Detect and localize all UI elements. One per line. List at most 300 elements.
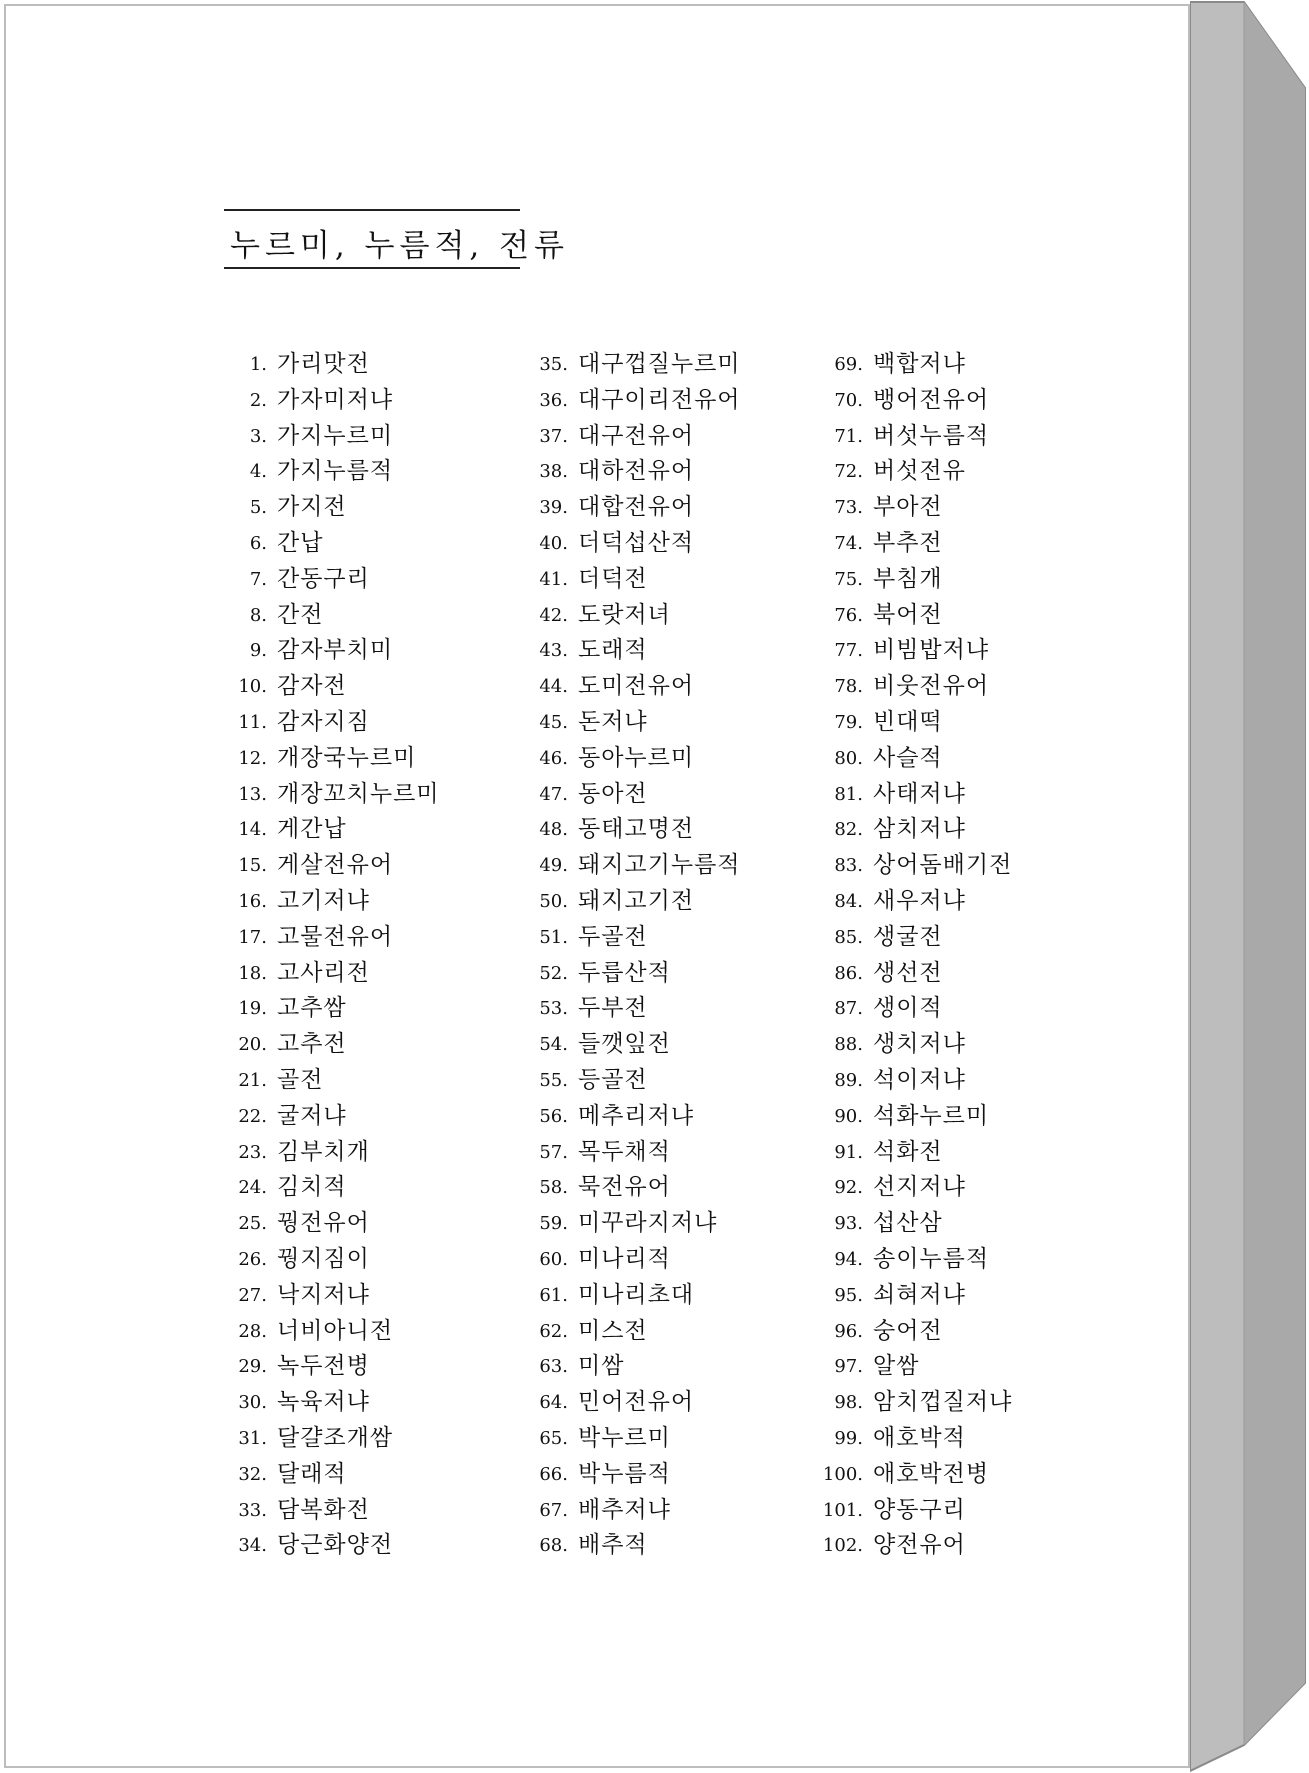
item-name: 섭산삼 xyxy=(873,1210,943,1237)
item-number: 49. xyxy=(539,855,568,877)
list-item xyxy=(526,848,816,884)
list-item xyxy=(818,741,1108,777)
item-number: 24. xyxy=(238,1177,267,1199)
list-item xyxy=(225,777,515,813)
item-number: 5. xyxy=(249,497,267,519)
item-name: 미꾸라지저냐 xyxy=(578,1210,718,1237)
item-number: 52. xyxy=(539,962,568,984)
item-name: 꿩전유어 xyxy=(277,1210,370,1237)
item-number: 8. xyxy=(249,604,267,626)
list-item xyxy=(526,1242,816,1278)
item-number: 35. xyxy=(539,354,568,375)
item-name: 돼지고기전 xyxy=(578,887,695,914)
list-item xyxy=(526,1099,816,1135)
item-name: 사태저냐 xyxy=(873,780,966,807)
list-item xyxy=(818,419,1108,455)
list-item xyxy=(526,1278,816,1314)
item-name: 너비아니전 xyxy=(277,1317,394,1344)
list-item xyxy=(225,956,515,992)
item-name: 사슬적 xyxy=(873,744,943,771)
item-number: 76. xyxy=(834,604,863,626)
item-name: 백합저냐 xyxy=(873,351,966,377)
item-number: 3. xyxy=(249,425,267,447)
item-number: 44. xyxy=(539,676,568,698)
item-number: 78. xyxy=(834,676,863,698)
list-item xyxy=(818,812,1108,848)
list-item xyxy=(818,1528,1108,1564)
item-number: 68. xyxy=(539,1535,568,1557)
list-item xyxy=(225,1457,515,1493)
list-item xyxy=(526,920,816,956)
item-number: 94. xyxy=(834,1248,863,1270)
item-number: 33. xyxy=(238,1499,267,1521)
item-name: 배추적 xyxy=(578,1532,648,1559)
recipe-column-1 xyxy=(225,347,515,1564)
item-name: 달걀조개쌈 xyxy=(277,1424,394,1451)
item-name: 애호박적 xyxy=(873,1424,966,1451)
item-number: 97. xyxy=(834,1356,863,1378)
item-name: 간동구리 xyxy=(277,565,370,592)
item-name: 뱅어전유어 xyxy=(873,386,990,413)
item-number: 36. xyxy=(539,389,568,411)
item-number: 25. xyxy=(238,1213,267,1235)
item-name: 석화전 xyxy=(873,1138,943,1165)
item-name: 도미전유어 xyxy=(578,673,695,700)
list-item xyxy=(526,705,816,741)
item-name: 빈대떡 xyxy=(873,708,943,735)
list-item xyxy=(225,383,515,419)
item-number: 93. xyxy=(834,1213,863,1235)
item-number: 17. xyxy=(238,926,267,948)
item-name: 생치저냐 xyxy=(873,1031,966,1058)
item-number: 12. xyxy=(238,747,267,769)
item-number: 77. xyxy=(834,640,863,662)
list-item xyxy=(526,490,816,526)
list-item xyxy=(818,383,1108,419)
item-name: 쇠혀저냐 xyxy=(873,1281,966,1308)
list-item xyxy=(225,848,515,884)
item-number: 53. xyxy=(539,998,568,1020)
item-name: 개장꼬치누르미 xyxy=(277,780,440,807)
item-name: 부침개 xyxy=(873,565,943,592)
list-item xyxy=(225,741,515,777)
list-item xyxy=(225,454,515,490)
item-name: 간전 xyxy=(277,601,324,628)
item-number: 16. xyxy=(238,890,267,912)
list-item xyxy=(225,1493,515,1529)
item-number: 22. xyxy=(238,1105,267,1127)
item-name: 비웃전유어 xyxy=(873,673,990,700)
list-item xyxy=(225,1349,515,1385)
item-number: 18. xyxy=(238,962,267,984)
item-number: 6. xyxy=(249,532,267,554)
list-item xyxy=(818,1135,1108,1171)
item-number: 47. xyxy=(539,783,568,805)
item-number: 63. xyxy=(539,1356,568,1378)
item-name: 양전유어 xyxy=(873,1532,966,1559)
list-item xyxy=(526,1349,816,1385)
list-item xyxy=(526,633,816,669)
item-number: 56. xyxy=(539,1105,568,1127)
list-item xyxy=(225,920,515,956)
list-item xyxy=(818,669,1108,705)
list-item xyxy=(526,1206,816,1242)
list-item xyxy=(818,848,1108,884)
list-item xyxy=(225,419,515,455)
item-name: 간납 xyxy=(277,529,324,556)
item-number: 59. xyxy=(539,1213,568,1235)
item-number: 20. xyxy=(238,1034,267,1056)
item-number: 15. xyxy=(238,855,267,877)
list-item xyxy=(526,1314,816,1350)
item-name: 민어전유어 xyxy=(578,1389,695,1416)
list-item xyxy=(526,562,816,598)
item-name: 가리맛전 xyxy=(277,351,370,377)
item-name: 새우저냐 xyxy=(873,887,966,914)
item-name: 담복화전 xyxy=(277,1496,370,1523)
item-number: 30. xyxy=(238,1392,267,1414)
item-number: 71. xyxy=(834,425,863,447)
list-item xyxy=(526,598,816,634)
list-item xyxy=(818,1457,1108,1493)
item-name: 상어돔배기전 xyxy=(873,852,1013,879)
item-name: 개장국누르미 xyxy=(277,744,417,771)
item-name: 버섯전유 xyxy=(873,458,966,485)
list-item xyxy=(526,1421,816,1457)
recipe-column-2 xyxy=(526,347,816,1564)
list-item xyxy=(526,454,816,490)
item-number: 87. xyxy=(834,998,863,1020)
list-item xyxy=(526,383,816,419)
item-name: 애호박전병 xyxy=(873,1460,990,1487)
list-item xyxy=(818,920,1108,956)
item-number: 102. xyxy=(822,1535,863,1557)
item-number: 74. xyxy=(834,532,863,554)
list-item xyxy=(818,956,1108,992)
item-name: 알쌈 xyxy=(873,1353,920,1380)
item-name: 생이적 xyxy=(873,995,943,1022)
list-item xyxy=(818,1278,1108,1314)
list-item xyxy=(526,812,816,848)
list-item xyxy=(225,1206,515,1242)
list-item xyxy=(818,598,1108,634)
item-name: 대구이리전유어 xyxy=(578,386,741,413)
list-item xyxy=(818,1349,1108,1385)
item-number: 80. xyxy=(834,747,863,769)
item-number: 10. xyxy=(238,676,267,698)
item-number: 88. xyxy=(834,1034,863,1056)
item-number: 92. xyxy=(834,1177,863,1199)
item-name: 도랏저녀 xyxy=(578,601,671,628)
list-item xyxy=(225,1528,515,1564)
item-name: 생선전 xyxy=(873,959,943,986)
item-number: 90. xyxy=(834,1105,863,1127)
list-item xyxy=(526,669,816,705)
item-number: 27. xyxy=(238,1284,267,1306)
item-name: 달래적 xyxy=(277,1460,347,1487)
list-item xyxy=(818,1170,1108,1206)
list-item xyxy=(526,884,816,920)
list-item xyxy=(526,347,816,383)
list-item xyxy=(225,633,515,669)
item-number: 96. xyxy=(834,1320,863,1342)
list-item xyxy=(818,526,1108,562)
list-item xyxy=(818,454,1108,490)
list-item xyxy=(818,1385,1108,1421)
item-number: 9. xyxy=(249,640,267,662)
item-number: 64. xyxy=(539,1392,568,1414)
item-name: 꿩지짐이 xyxy=(277,1245,370,1272)
list-item xyxy=(818,1314,1108,1350)
list-item xyxy=(526,1027,816,1063)
item-number: 58. xyxy=(539,1177,568,1199)
list-item xyxy=(225,347,515,383)
item-name: 동아전 xyxy=(578,780,648,807)
item-name: 박누름적 xyxy=(578,1460,671,1487)
item-name: 미나리초대 xyxy=(578,1281,695,1308)
list-item xyxy=(225,526,515,562)
item-number: 21. xyxy=(238,1069,267,1091)
item-number: 91. xyxy=(834,1141,863,1163)
item-name: 게살전유어 xyxy=(277,852,394,879)
item-number: 84. xyxy=(834,890,863,912)
item-number: 7. xyxy=(249,568,267,590)
item-name: 게간납 xyxy=(277,816,347,843)
list-item xyxy=(225,1278,515,1314)
list-item xyxy=(526,777,816,813)
item-number: 60. xyxy=(539,1248,568,1270)
item-name: 박누르미 xyxy=(578,1424,671,1451)
item-number: 39. xyxy=(539,497,568,519)
section-title: 누르미, 누름적, 전류 xyxy=(230,228,569,264)
item-name: 배추저냐 xyxy=(578,1496,671,1523)
item-number: 82. xyxy=(834,819,863,841)
list-item xyxy=(526,1493,816,1529)
item-name: 대구껍질누르미 xyxy=(578,351,741,377)
list-item xyxy=(225,1099,515,1135)
item-number: 67. xyxy=(539,1499,568,1521)
item-number: 26. xyxy=(238,1248,267,1270)
item-name: 대하전유어 xyxy=(578,458,695,485)
list-item xyxy=(818,1421,1108,1457)
list-item xyxy=(818,991,1108,1027)
item-name: 암치껍질저냐 xyxy=(873,1389,1013,1416)
list-item xyxy=(818,884,1108,920)
item-name: 가자미저냐 xyxy=(277,386,394,413)
item-number: 29. xyxy=(238,1356,267,1378)
list-item xyxy=(225,884,515,920)
item-number: 81. xyxy=(834,783,863,805)
item-number: 62. xyxy=(539,1320,568,1342)
item-number: 23. xyxy=(238,1141,267,1163)
list-item xyxy=(818,633,1108,669)
list-item xyxy=(526,1063,816,1099)
item-name: 두부전 xyxy=(578,995,648,1022)
item-name: 선지저냐 xyxy=(873,1174,966,1201)
item-name: 고사리전 xyxy=(277,959,370,986)
list-item xyxy=(818,1099,1108,1135)
list-item xyxy=(818,705,1108,741)
item-number: 70. xyxy=(834,389,863,411)
item-number: 86. xyxy=(834,962,863,984)
item-name: 대구전유어 xyxy=(578,422,695,449)
list-item xyxy=(225,598,515,634)
list-item xyxy=(225,1242,515,1278)
item-number: 79. xyxy=(834,711,863,733)
item-name: 부추전 xyxy=(873,529,943,556)
list-item xyxy=(225,1027,515,1063)
item-number: 69. xyxy=(834,354,863,375)
item-number: 34. xyxy=(238,1535,267,1557)
item-name: 미스전 xyxy=(578,1317,648,1344)
item-name: 메추리저냐 xyxy=(578,1102,695,1129)
item-number: 40. xyxy=(539,532,568,554)
item-name: 고추쌈 xyxy=(277,995,347,1022)
item-number: 61. xyxy=(539,1284,568,1306)
list-item xyxy=(225,1314,515,1350)
item-name: 석이저냐 xyxy=(873,1066,966,1093)
list-item xyxy=(526,1170,816,1206)
list-item xyxy=(225,1170,515,1206)
item-number: 55. xyxy=(539,1069,568,1091)
item-name: 미나리적 xyxy=(578,1245,671,1272)
item-number: 11. xyxy=(238,711,267,733)
item-name: 돈저냐 xyxy=(578,708,648,735)
item-number: 1. xyxy=(249,354,267,375)
item-number: 4. xyxy=(249,461,267,483)
list-item xyxy=(818,1493,1108,1529)
item-number: 99. xyxy=(834,1427,863,1449)
list-item xyxy=(225,1063,515,1099)
item-number: 65. xyxy=(539,1427,568,1449)
item-name: 녹육저냐 xyxy=(277,1389,370,1416)
item-name: 가지누름적 xyxy=(277,458,394,485)
item-name: 돼지고기누름적 xyxy=(578,852,741,879)
item-number: 72. xyxy=(834,461,863,483)
item-name: 대합전유어 xyxy=(578,494,695,521)
item-number: 50. xyxy=(539,890,568,912)
item-name: 비빔밥저냐 xyxy=(873,637,990,664)
item-name: 묵전유어 xyxy=(578,1174,671,1201)
list-item xyxy=(526,526,816,562)
list-item xyxy=(225,705,515,741)
item-name: 들깻잎전 xyxy=(578,1031,671,1058)
item-number: 37. xyxy=(539,425,568,447)
list-item xyxy=(526,419,816,455)
item-name: 북어전 xyxy=(873,601,943,628)
item-number: 51. xyxy=(539,926,568,948)
item-number: 38. xyxy=(539,461,568,483)
list-item xyxy=(818,1242,1108,1278)
list-item xyxy=(818,1063,1108,1099)
list-item xyxy=(818,1206,1108,1242)
item-number: 73. xyxy=(834,497,863,519)
item-name: 골전 xyxy=(277,1066,324,1093)
list-item xyxy=(225,562,515,598)
list-item xyxy=(225,1421,515,1457)
list-item xyxy=(526,991,816,1027)
item-name: 숭어전 xyxy=(873,1317,943,1344)
item-name: 고기저냐 xyxy=(277,887,370,914)
item-name: 미쌈 xyxy=(578,1353,625,1380)
item-number: 14. xyxy=(238,819,267,841)
list-item xyxy=(526,956,816,992)
item-name: 등골전 xyxy=(578,1066,648,1093)
item-name: 동아누르미 xyxy=(578,744,695,771)
item-name: 동태고명전 xyxy=(578,816,695,843)
list-item xyxy=(225,1135,515,1171)
list-item xyxy=(818,347,1108,383)
item-name: 양동구리 xyxy=(873,1496,966,1523)
list-item xyxy=(225,812,515,848)
item-name: 삼치저냐 xyxy=(873,816,966,843)
item-name: 감자부치미 xyxy=(277,637,394,664)
list-item xyxy=(526,1457,816,1493)
item-name: 더덕전 xyxy=(578,565,648,592)
item-name: 낙지저냐 xyxy=(277,1281,370,1308)
item-number: 31. xyxy=(238,1427,267,1449)
item-number: 45. xyxy=(539,711,568,733)
item-number: 100. xyxy=(822,1463,863,1485)
item-number: 101. xyxy=(822,1499,863,1521)
item-name: 감자지짐 xyxy=(277,708,370,735)
item-name: 김치적 xyxy=(277,1174,347,1201)
item-name: 굴저냐 xyxy=(277,1102,347,1129)
item-number: 32. xyxy=(238,1463,267,1485)
item-name: 고물전유어 xyxy=(277,923,394,950)
item-number: 19. xyxy=(238,998,267,1020)
item-number: 66. xyxy=(539,1463,568,1485)
list-item xyxy=(225,991,515,1027)
item-number: 42. xyxy=(539,604,568,626)
item-name: 목두채적 xyxy=(578,1138,671,1165)
item-name: 감자전 xyxy=(277,673,347,700)
list-item xyxy=(225,1385,515,1421)
list-item xyxy=(818,1027,1108,1063)
item-number: 89. xyxy=(834,1069,863,1091)
item-number: 83. xyxy=(834,855,863,877)
item-name: 녹두전병 xyxy=(277,1353,370,1380)
item-name: 생굴전 xyxy=(873,923,943,950)
item-number: 57. xyxy=(539,1141,568,1163)
item-number: 46. xyxy=(539,747,568,769)
item-name: 도래적 xyxy=(578,637,648,664)
item-number: 85. xyxy=(834,926,863,948)
list-item xyxy=(225,490,515,526)
item-number: 54. xyxy=(539,1034,568,1056)
item-number: 48. xyxy=(539,819,568,841)
item-name: 김부치개 xyxy=(277,1138,370,1165)
item-name: 석화누르미 xyxy=(873,1102,990,1129)
list-item xyxy=(526,1135,816,1171)
item-name: 부아전 xyxy=(873,494,943,521)
item-name: 가지전 xyxy=(277,494,347,521)
item-name: 더덕섭산적 xyxy=(578,529,695,556)
list-item xyxy=(526,741,816,777)
recipe-column-3 xyxy=(818,347,1108,1564)
item-name: 두골전 xyxy=(578,923,648,950)
item-number: 2. xyxy=(249,389,267,411)
item-number: 28. xyxy=(238,1320,267,1342)
item-number: 41. xyxy=(539,568,568,590)
book-spine xyxy=(1190,0,1309,1773)
item-name: 두릅산적 xyxy=(578,959,671,986)
list-item xyxy=(526,1528,816,1564)
list-item xyxy=(225,669,515,705)
item-number: 98. xyxy=(834,1392,863,1414)
item-number: 13. xyxy=(238,783,267,805)
item-name: 고추전 xyxy=(277,1031,347,1058)
